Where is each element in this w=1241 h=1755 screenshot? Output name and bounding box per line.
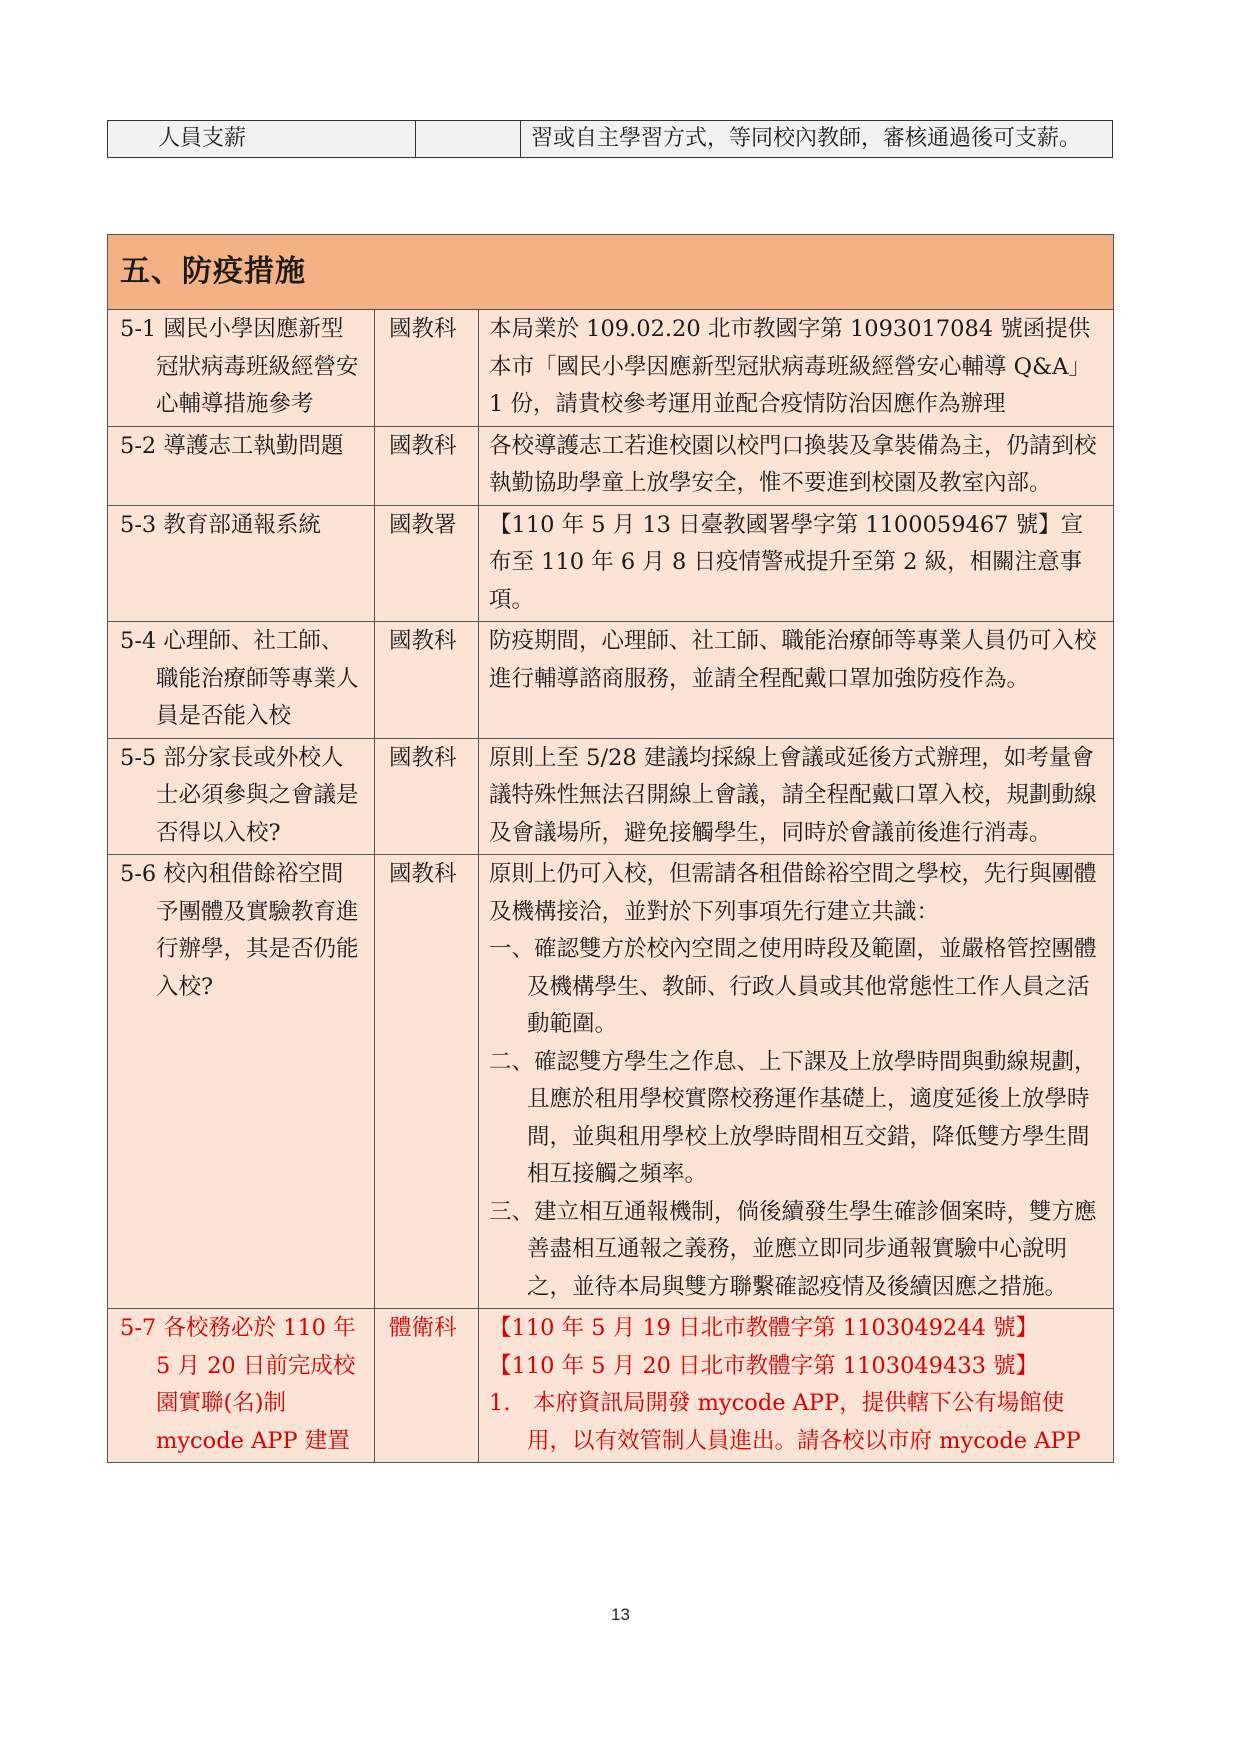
topic-cell: 5-7 各校務必於 110 年 5 月 20 日前完成校園實聯(名)制 mycode APP 建置: [108, 1309, 375, 1463]
content-cell: [479, 310, 1114, 427]
topic-cell: 5-2 導護志工執勤問題: [108, 426, 375, 505]
list-item: 1. 本府資訊局開發 mycode APP，提供轄下公有場館使用，以有效管制人員進出。請各校以市府 mycode APP: [489, 1390, 1081, 1454]
content-paragraph: 本局業於 109.02.20 北市教國字第 1093017084 號函提供本市「國民小學因應新型冠狀病毒班級經營安心輔導 Q&A」1 份，請貴校參考運用並配合疫情防治因應作為辦理: [489, 316, 1091, 417]
table-row: [108, 505, 1114, 622]
content-paragraph: 防疫期間，心理師、社工師、職能治療師等專業人員仍可入校進行輔導諮商服務，並請全程配戴口罩加強防疫作為。: [489, 628, 1097, 692]
unit-cell: [416, 121, 521, 158]
topic-cell: 5-6 校內租借餘裕空間予團體及實驗教育進行辦學，其是否仍能入校?: [108, 855, 375, 1309]
page-number: 13: [611, 1605, 630, 1624]
list-item: 一、確認雙方於校內空間之使用時段及範圍，並嚴格管控團體及機構學生、教師、行政人員或其他常態性工作人員之活動範圍。: [489, 936, 1097, 1037]
content-paragraph: 【110 年 5 月 13 日臺教國署學字第 1100059467 號】宣布至 110 年 6 月 8 日疫情警戒提升至第 2 級，相關注意事項。: [489, 511, 1084, 613]
content-cell: [479, 622, 1114, 739]
topic-cell: 5-5 部分家長或外校人士必須參與之會議是否得以入校?: [108, 738, 375, 855]
content-cell: [479, 505, 1114, 622]
section-header-row: [108, 235, 1114, 310]
document-reference: 【110 年 5 月 19 日北市教體字第 1103049244 號】: [489, 1315, 1039, 1341]
unit-cell: 國教科: [375, 738, 479, 855]
table-row: [108, 426, 1114, 505]
content-cell: [479, 426, 1114, 505]
list-item: 三、建立相互通報機制，倘後續發生學生確診個案時，雙方應善盡相互通報之義務，並應立即同步通報實驗中心說明之，並待本局與雙方聯繫確認疫情及後續因應之措施。: [489, 1198, 1097, 1300]
topic-cell: 5-4 心理師、社工師、職能治療師等專業人員是否能入校: [108, 622, 375, 739]
continued-table: [107, 120, 1113, 158]
content-cell: 習或自主學習方式，等同校內教師，審核通過後可支薪。: [521, 121, 1113, 158]
table-row: [108, 121, 1113, 158]
content-paragraph: 各校導護志工若進校園以校門口換裝及拿裝備為主，仍請到校執勤協助學童上放學安全，惟不要進到校園及教室內部。: [489, 432, 1097, 496]
table-row: [108, 738, 1114, 855]
content-paragraph: 原則上至 5/28 建議均採線上會議或延後方式辦理，如考量會議特殊性無法召開線上會議，請全程配戴口罩入校，規劃動線及會議場所，避免接觸學生，同時於會議前後進行消毒。: [489, 744, 1097, 846]
unit-cell: 體衛科: [375, 1309, 479, 1463]
unit-cell: 國教科: [375, 855, 479, 1309]
content-cell: [479, 855, 1114, 1309]
unit-cell: 國教科: [375, 426, 479, 505]
content-paragraph: 原則上仍可入校，但需請各租借餘裕空間之學校，先行與團體及機構接洽，並對於下列事項先行建立共識：: [489, 861, 1097, 925]
epidemic-measures-table: [107, 234, 1114, 1463]
unit-cell: 國教署: [375, 505, 479, 622]
unit-cell: 國教科: [375, 622, 479, 739]
table-row: [108, 855, 1114, 1309]
table-row: [108, 310, 1114, 427]
section-title: 五、防疫措施: [108, 235, 1114, 310]
topic-cell: 5-3 教育部通報系統: [108, 505, 375, 622]
content-cell: [479, 738, 1114, 855]
topic-cell: 人員支薪: [108, 121, 416, 158]
table-row: [108, 1309, 1114, 1463]
topic-cell: 5-1 國民小學因應新型冠狀病毒班級經營安心輔導措施參考: [108, 310, 375, 427]
list-item: 二、確認雙方學生之作息、上下課及上放學時間與動線規劃，且應於租用學校實際校務運作基礎上，適度延後上放學時間，並與租用學校上放學時間相互交錯，降低雙方學生間相互接觸之頻率。: [489, 1048, 1097, 1187]
content-cell: [479, 1309, 1114, 1463]
unit-cell: 國教科: [375, 310, 479, 427]
document-reference: 【110 年 5 月 20 日北市教體字第 1103049433 號】: [489, 1352, 1039, 1379]
table-row: [108, 622, 1114, 739]
